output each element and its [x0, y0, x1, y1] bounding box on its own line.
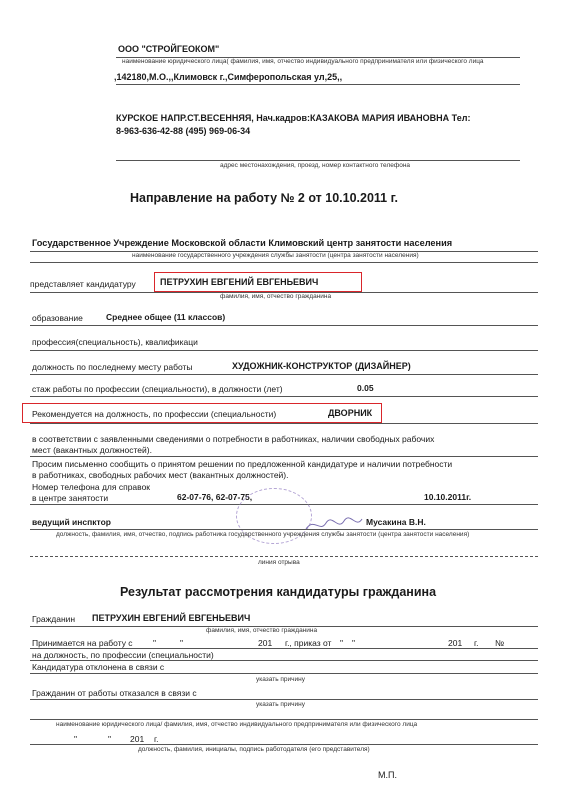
employer-caption: наименование юридического лица( фамилия, имя, отчество индивидуального предпринимателя или физического лица [122, 58, 484, 65]
experience-label: стаж работы по профессии (специальности), в должности (лет) [32, 384, 283, 394]
paragraph-line: в соответствии с заявленными сведениями о потребности в работниках, наличии свободных рабочих [32, 434, 435, 444]
year-suffix: г. [154, 734, 159, 744]
reason-caption: указать причину [256, 676, 306, 683]
quote-mark: " [352, 638, 356, 648]
quote-mark: " [108, 734, 112, 744]
phone-label: Номер телефона для справок [32, 482, 151, 492]
reason-caption: указать причину [256, 701, 306, 708]
divider [30, 673, 538, 674]
page-title: Направление на работу № 2 от 10.10.2011 г. [130, 191, 399, 205]
year-prefix: 201 [130, 734, 145, 744]
year-suffix: г. [474, 638, 479, 648]
quote-mark: " [340, 638, 344, 648]
result-title: Результат рассмотрения кандидатуры гражданина [120, 585, 437, 599]
year-prefix: 201 [258, 638, 273, 648]
signer-position: ведущий инспктор [32, 517, 111, 527]
order-label: г., приказ от [285, 638, 332, 648]
cut-line-caption: линия отрыва [258, 559, 300, 566]
divider [30, 262, 538, 263]
recommended-value: ДВОРНИК [328, 408, 373, 418]
employer-address-line-1: КУРСКОЕ НАПР.СТ.ВЕСЕННЯЯ, Нач.кадров:КАЗАКОВА МАРИЯ ИВАНОВНА Тел: [116, 113, 471, 123]
divider [30, 744, 538, 745]
position-label: на должность, по профессии (специальности) [32, 650, 214, 660]
employer-address-line-2: 8-963-636-42-88 (495) 969-06-34 [116, 126, 251, 136]
quote-mark: " [74, 734, 78, 744]
divider [30, 374, 538, 375]
profession-label: профессия(специальность), квалификаци [32, 337, 198, 347]
quote-mark: " [153, 638, 157, 648]
red-highlight-frame [22, 403, 382, 423]
paragraph-line: в работниках, свободных рабочих мест (вакантных должностей). [32, 470, 289, 480]
divider [30, 699, 538, 700]
employment-center-name: Государственное Учреждение Московской области Климовский центр занятости населения [32, 238, 453, 248]
paragraph-line: Просим письменно сообщить о принятом решении по предложенной кандидатуре и наличии потребности [32, 459, 453, 469]
employer-address: ,142180,М.О.,,Климовск г.,Симферопольская ул,25,, [114, 72, 343, 82]
stamp-place: М.П. [378, 770, 397, 780]
recommended-label: Рекомендуется на должность, по профессии (специальности) [32, 409, 277, 419]
year-prefix: 201 [448, 638, 463, 648]
citizen-label: Гражданин [32, 614, 76, 624]
phone-label: в центре занятости [32, 493, 109, 503]
signer-name: Мусакина В.Н. [366, 517, 426, 527]
accepted-label: Принимается на работу с [32, 638, 133, 648]
employment-center-caption: наименование государственного учреждения службы занятости (центра занятости населения) [132, 252, 419, 259]
candidate-caption: фамилия, имя, отчество гражданина [220, 293, 332, 300]
last-position-label: должность по последнему месту работы [32, 362, 193, 372]
phone-value: 62-07-76, 62-07-75, [177, 492, 253, 502]
divider [30, 396, 538, 397]
divider [30, 350, 538, 351]
citizen-caption: фамилия, имя, отчество гражданина [206, 627, 318, 634]
divider [30, 660, 538, 661]
quote-mark: " [180, 638, 184, 648]
address-caption: адрес местонахождения, проезд, номер контактного телефона [220, 162, 411, 169]
paragraph-line: мест (вакантных должностей). [32, 445, 152, 455]
divider [30, 648, 538, 649]
last-position-value: ХУДОЖНИК-КОНСТРУКТОР (ДИЗАЙНЕР) [232, 361, 411, 371]
education-label: образование [32, 313, 83, 323]
bottom-caption: должность, фамилия, инициалы, подпись работодателя (его представителя) [138, 746, 370, 753]
education-value: Среднее общее (11 классов) [106, 312, 226, 322]
phone-date: 10.10.2011г. [424, 492, 472, 502]
red-highlight-frame [154, 272, 362, 292]
divider [30, 325, 538, 326]
candidate-name: ПЕТРУХИН ЕВГЕНИЙ ЕВГЕНЬЕВИЧ [160, 277, 319, 287]
divider [30, 423, 538, 424]
divider [30, 719, 538, 720]
employer-name: ООО "СТРОЙГЕОКОМ" [118, 44, 220, 54]
citizen-name: ПЕТРУХИН ЕВГЕНИЙ ЕВГЕНЬЕВИЧ [92, 613, 251, 623]
experience-value: 0.05 [357, 383, 374, 393]
candidate-label: представляет кандидатуру [30, 279, 136, 289]
refused-label: Гражданин от работы отказался в связи с [32, 688, 197, 698]
divider [116, 160, 520, 161]
cut-line [30, 556, 538, 557]
employer-caption-bottom: наименование юридического лица/ фамилия, имя, отчество индивидуального предпринимателя или физического лица [56, 721, 418, 728]
signer-caption: должность, фамилия, имя, отчество, подпись работника государственного учреждения службы занятости (центра занятости населения) [56, 531, 470, 538]
divider [116, 84, 520, 85]
number-sign: № [495, 638, 505, 648]
divider [30, 529, 538, 530]
divider [30, 456, 538, 457]
rejected-label: Кандидатура отклонена в связи с [32, 662, 165, 672]
